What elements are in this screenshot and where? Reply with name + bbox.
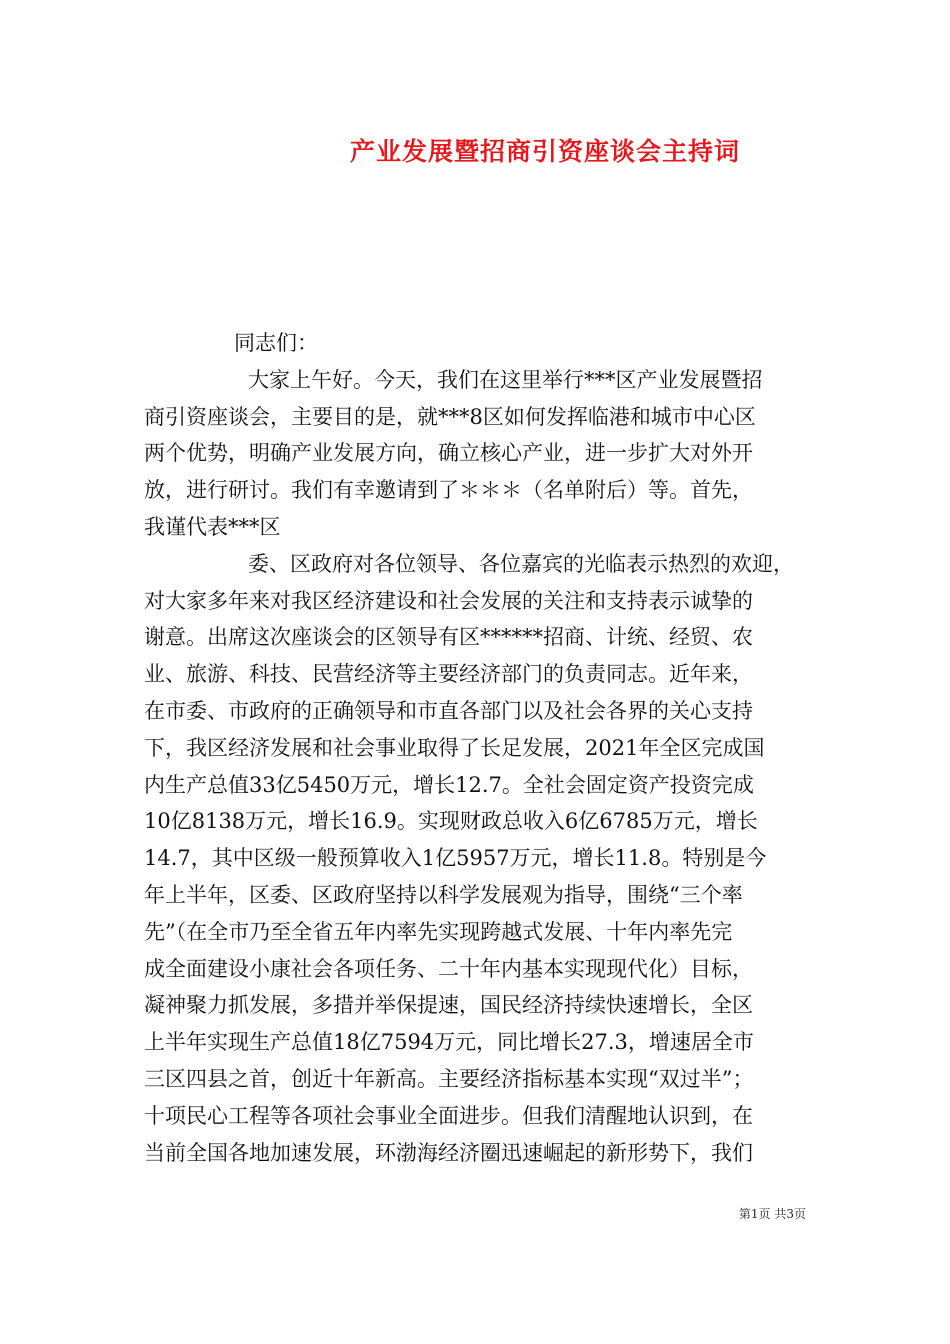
body-line: 商引资座谈会，主要目的是，就***8区如何发挥临港和城市中心区 (144, 404, 756, 429)
body-line: 年上半年，区委、区政府坚持以科学发展观为指导，围绕“三个率 (144, 882, 743, 907)
body-line: 成全面建设小康社会各项任务、二十年内基本实现现代化）目标， (144, 956, 753, 981)
body-line: 两个优势，明确产业发展方向，确立核心产业，进一步扩大对外开 (144, 441, 753, 466)
body-line: 放，进行研讨。我们有幸邀请到了＊＊＊（名单附后）等。首先， (144, 478, 753, 503)
body-line: 下，我区经济发展和社会事业取得了长足发展，2021年全区完成国 (144, 735, 765, 760)
body-line: 10亿8138万元，增长16.9。实现财政总收入6亿6785万元，增长 (144, 809, 758, 834)
body-line: 三区四县之首，创近十年新高。主要经济指标基本实现“双过半”； (144, 1066, 754, 1091)
body-line: 业、旅游、科技、民营经济等主要经济部门的负责同志。近年来， (144, 662, 753, 687)
body-line: 我谨代表***区 (144, 514, 281, 539)
body-line: 委、区政府对各位领导、各位嘉宾的光临表示热烈的欢迎， (248, 551, 794, 576)
body-line: 当前全国各地加速发展，环渤海经济圈迅速崛起的新形势下，我们 (144, 1140, 753, 1165)
document-body (144, 325, 812, 1171)
body-line: 凝神聚力抓发展，多措并举保提速，国民经济持续快速增长，全区 (144, 993, 753, 1018)
document-title: 产业发展暨招商引资座谈会主持词 (349, 137, 740, 166)
body-line: 谢意。出席这次座谈会的区领导有区******招商、计统、经贸、农 (144, 625, 753, 650)
body-line: 上半年实现生产总值18亿7594万元，同比增长27.3，增速居全市 (144, 1030, 754, 1055)
page-indicator: 第1页 共3页 (738, 1207, 806, 1221)
greeting-line: 同志们： (234, 331, 318, 355)
body-line: 内生产总值33亿5450万元，增长12.7。全社会固定资产投资完成 (144, 772, 754, 797)
body-line: 大家上午好。今天，我们在这里举行***区产业发展暨招 (248, 367, 763, 392)
body-line: 十项民心工程等各项社会事业全面进步。但我们清醒地认识到，在 (144, 1103, 753, 1128)
body-line: 在市委、市政府的正确领导和市直各部门以及社会各界的关心支持 (144, 698, 753, 723)
body-line: 先”（在全市乃至全省五年内率先实现跨越式发展、十年内率先完 (144, 919, 733, 944)
body-line: 14.7，其中区级一般预算收入1亿5957万元，增长11.8。特别是今 (144, 846, 767, 871)
body-line: 对大家多年来对我区经济建设和社会发展的关注和支持表示诚挚的 (144, 588, 753, 613)
